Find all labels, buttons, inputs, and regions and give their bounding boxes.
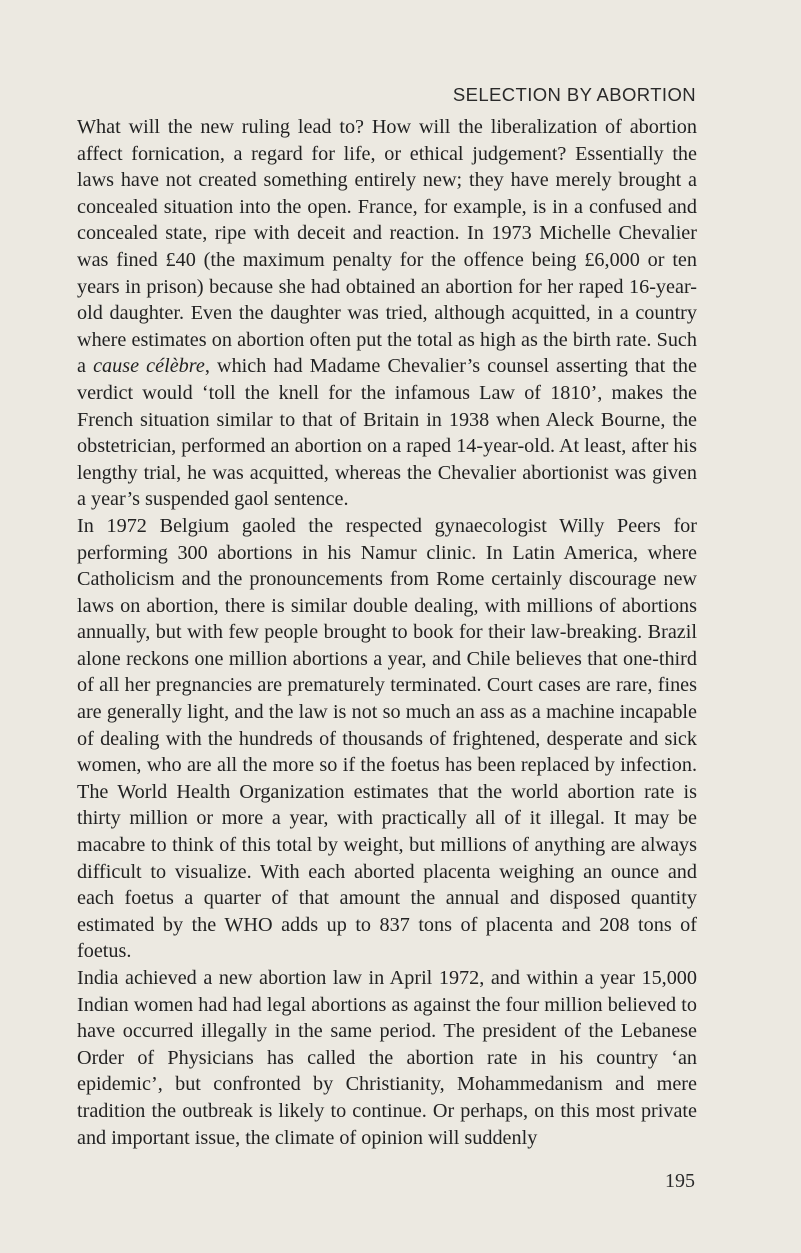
paragraph-3: India achieved a new abortion law in April 1972, and within a year 15,000 Indian women had had legal abortions as against the four million believed to have occurred illegally in the same period. The president of the Lebanese Order of Physicians has called the abortion rate in his country ‘an epidemic’, but confronted by Christianity, Mohammedanism and mere tradition the outbreak is likely to continue. Or perhaps, on this most private and important issue, the climate of opinion will suddenly bbox=[77, 967, 697, 1149]
page-number: 195 bbox=[665, 1170, 695, 1192]
running-head: SELECTION BY ABORTION bbox=[452, 84, 696, 105]
paragraph-1-text-b: , which had Madame Chevalier’s counsel asserting that the verdict would ‘toll the knell for the infamous Law of 1810’, makes the French situation similar to that of Britain in 1938 when Aleck Bourne, the obstetrician, performed an abortion on a raped 14-year-old. At least, after his lengthy trial, he was acquitted, whereas the Chevalier abortionist was given a year’s suspended gaol sentence. bbox=[77, 355, 697, 511]
paragraph-1 bbox=[77, 114, 697, 513]
body-text bbox=[77, 114, 697, 1151]
paragraph-2: In 1972 Belgium gaoled the respected gynaecologist Willy Peers for performing 300 abortions in his Namur clinic. In Latin America, where Catholicism and the pronouncements from Rome certainly discourage new laws on abortion, there is similar double dealing, with millions of abortions annually, but with few people brought to book for their law-breaking. Brazil alone reckons one million abortions a year, and Chile believes that one-third of all her pregnancies are prematurely terminated. Court cases are rare, fines are generally light, and the law is not so much an ass as a machine incapable of dealing with the hundreds of thousands of frightened, desperate and sick women, who are all the more so if the foetus has been replaced by infection. The World Health Organization estimates that the world abortion rate is thirty million or more a year, with practically all of it illegal. It may be macabre to think of this total by weight, but millions of anything are always difficult to visualize. With each aborted placenta weighing an ounce and each foetus a quarter of that amount the annual and disposed quantity estimated by the WHO adds up to 837 tons of placenta and 208 tons of foetus. bbox=[77, 514, 697, 963]
paragraph-1-italic-phrase: cause célèbre bbox=[93, 355, 205, 378]
paragraph-1-text-a: What will the new ruling lead to? How will the liberalization of abortion affect fornication, a regard for life, or ethical judgement? Essentially the laws have not created something entirely new; they have merely brought a concealed situation into the open. France, for example, is in a confused and concealed state, ripe with deceit and reaction. In 1973 Michelle Chevalier was fined £40 (the maximum penalty for the offence being £6,000 or ten years in prison) because she had obtained an abortion for her raped 16-year-old daughter. Even the daughter was tried, although acquitted, in a country where estimates on abortion often put the total as high as the birth rate. Such a bbox=[77, 116, 697, 378]
